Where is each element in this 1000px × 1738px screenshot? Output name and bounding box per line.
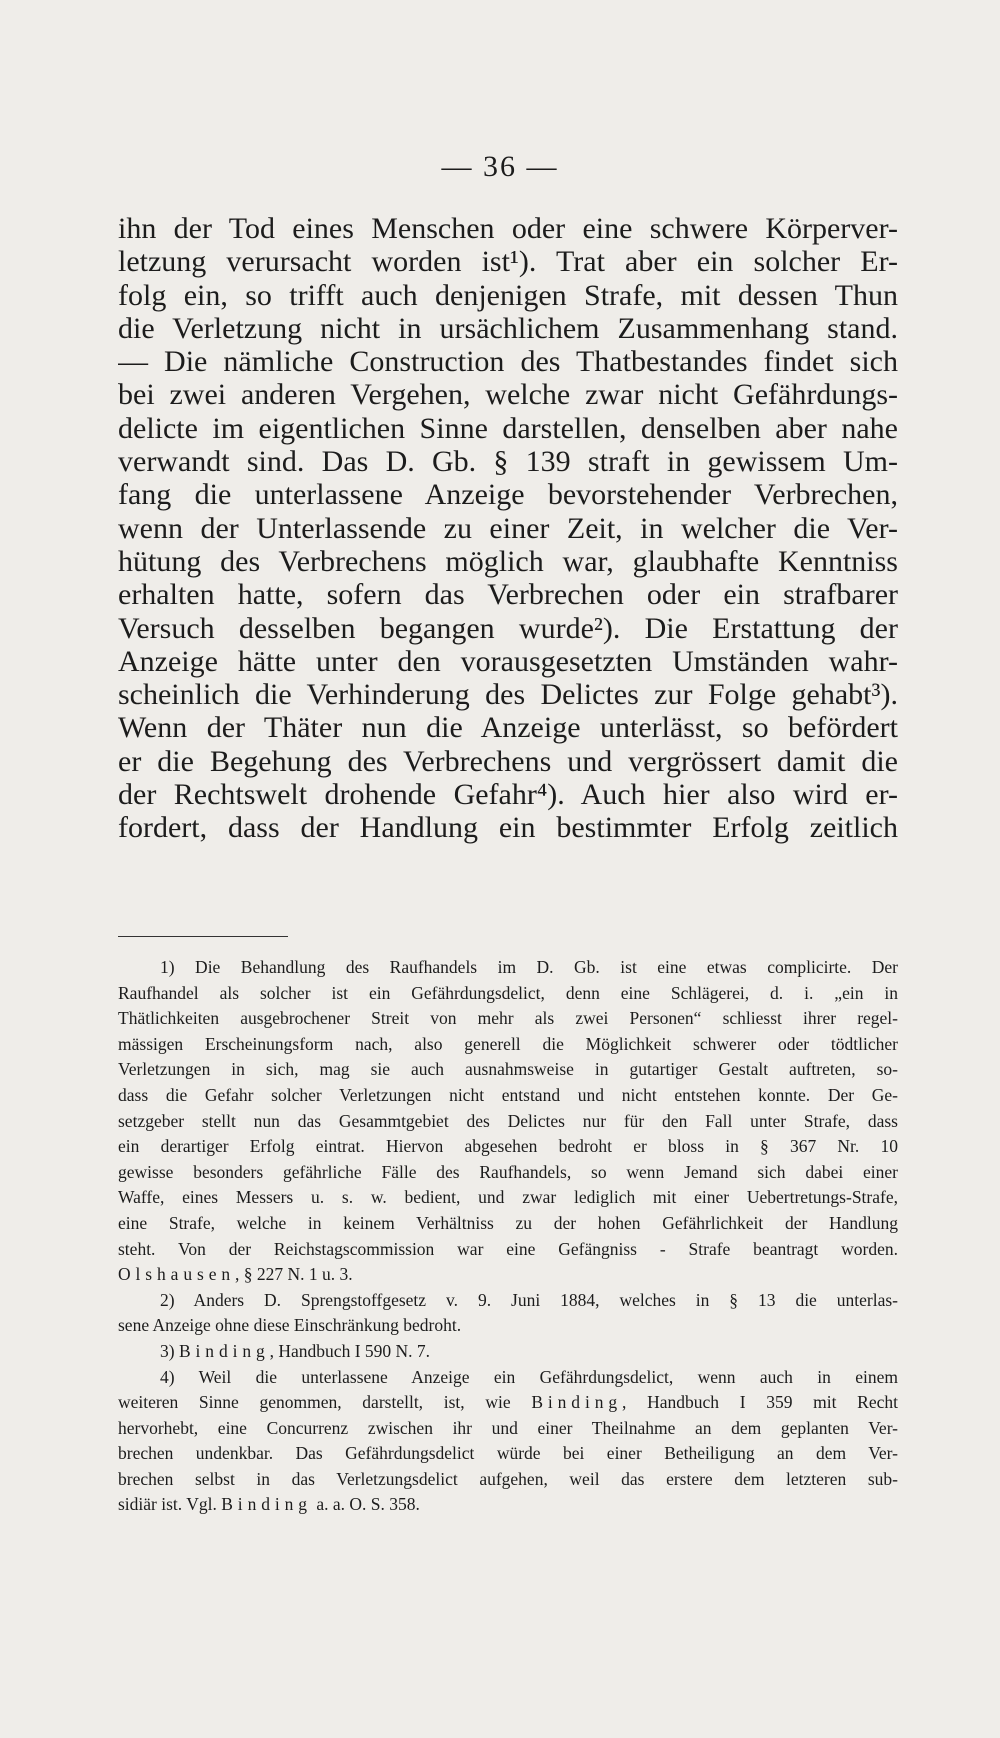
footnote-line: Raufhandel als solcher ist ein Gefährdungsdelict, denn eine Schlägerei, d. i. „ein in — [118, 982, 898, 1003]
footnote-text: , Handbuch I 590 N. 7. — [269, 1340, 431, 1361]
footnote-line: setzgeber stellt nun das Gesammtgebiet des Delictes nur für den Fall unter Strafe, dass — [118, 1110, 898, 1131]
author-name: Olshausen — [118, 1264, 236, 1285]
body-line: Anzeige hätte unter den vorausgesetzten Umständen wahr- — [118, 644, 898, 678]
footnotes — [118, 955, 898, 1518]
footnote-line: Verletzungen in sich, mag sie auch ausnahmsweise in gutartiger Gestalt auftreten, so- — [118, 1059, 898, 1080]
footnote-text: , Handbuch I 359 mit Recht — [622, 1392, 898, 1413]
footnote-separator — [118, 936, 288, 937]
footnote-line — [118, 1262, 898, 1288]
body-line: hütung des Verbrechens möglich war, glaubhafte Kenntniss — [118, 544, 898, 578]
footnote-line: Waffe, eines Messers u. s. w. bedient, und zwar lediglich mit einer Uebertretungs-Strafe, — [118, 1187, 898, 1208]
body-line: folg ein, so trifft auch denjenigen Strafe, mit dessen Thun — [118, 278, 898, 312]
main-text — [118, 212, 898, 845]
footnote-line: 4) Weil die unterlassene Anzeige ein Gefährdungsdelict, wenn auch in einem — [160, 1366, 898, 1387]
footnote-line: steht. Von der Reichstagscommission war eine Gefängniss - Strafe beantragt worden. — [118, 1238, 898, 1259]
footnote-line: gewisse besonders gefährliche Fälle des Raufhandels, so wenn Jemand sich dabei einer — [118, 1161, 898, 1182]
body-line: ihn der Tod eines Menschen oder eine schwere Körperver- — [118, 212, 898, 245]
body-line: fordert, dass der Handlung ein bestimmter Erfolg zeitlich — [118, 811, 898, 845]
body-line: die Verletzung nicht in ursächlichem Zusammenhang stand. — [118, 311, 898, 345]
body-line: fang die unterlassene Anzeige bevorstehender Verbrechen, — [118, 478, 898, 512]
footnote-marker: 3) — [160, 1340, 179, 1361]
footnote-line: mässigen Erscheinungsform nach, also generell die Möglichkeit schwerer oder tödtlicher — [118, 1033, 898, 1054]
footnote-line — [118, 1390, 898, 1416]
body-line: Wenn der Thäter nun die Anzeige unterlässt, so befördert — [118, 711, 898, 745]
footnote-line: brechen undenkbar. Das Gefährdungsdelict würde bei einer Betheiligung an dem Ver- — [118, 1443, 898, 1464]
footnote-text: a. a. O. S. 358. — [311, 1494, 420, 1515]
footnote-line: dass die Gefahr solcher Verletzungen nicht entstand und nicht entstehen konnte. Der Ge- — [118, 1084, 898, 1105]
footnote-line: brechen selbst in das Verletzungsdelict aufgehen, weil das erstere dem letzteren sub- — [118, 1468, 898, 1489]
body-line: letzung verursacht worden ist¹). Trat aber ein solcher Er- — [118, 245, 898, 279]
body-line: wenn der Unterlassende zu einer Zeit, in welcher die Ver- — [118, 511, 898, 545]
author-name: Binding — [531, 1392, 623, 1413]
footnote-line — [118, 1492, 898, 1518]
footnote-line: 2) Anders D. Sprengstoffgesetz v. 9. Juni 1884, welches in § 13 die unterlas- — [160, 1289, 898, 1310]
body-line: der Rechtswelt drohende Gefahr⁴). Auch hier also wird er- — [118, 778, 898, 812]
author-name: Binding — [178, 1340, 270, 1361]
page-number: — 36 — — [441, 150, 559, 183]
footnote-line: eine Strafe, welche in keinem Verhältniss zu der hohen Gefährlichkeit der Handlung — [118, 1212, 898, 1233]
footnote-line — [118, 1339, 898, 1365]
footnote-line: ein derartiger Erfolg eintrat. Hiervon abgesehen bedroht er bloss in § 367 Nr. 10 — [118, 1136, 898, 1157]
body-line: verwandt sind. Das D. Gb. § 139 straft in gewissem Um- — [118, 445, 898, 479]
footnote-text: , § 227 N. 1 u. 3. — [235, 1264, 353, 1285]
footnote-line: Thätlichkeiten ausgebrochener Streit von mehr als zwei Personen“ schliesst ihrer regel- — [118, 1008, 898, 1029]
body-line: er die Begehung des Verbrechens und vergrössert damit die — [118, 744, 898, 778]
footnote-line: sene Anzeige ohne diese Einschränkung bedroht. — [118, 1315, 462, 1336]
author-name: Binding — [221, 1494, 312, 1515]
footnote-text: weiteren Sinne genommen, darstellt, ist, wie — [118, 1392, 532, 1413]
footnote-text: sidiär ist. Vgl. — [118, 1494, 222, 1515]
footnote-line: hervorhebt, eine Concurrenz zwischen ihr und einer Theilnahme an dem geplanten Ver- — [118, 1417, 898, 1438]
body-line: scheinlich die Verhinderung des Delictes zur Folge gehabt³). — [118, 678, 898, 712]
body-line: — Die nämliche Construction des Thatbestandes findet sich — [118, 345, 898, 379]
body-line: delicte im eigentlichen Sinne darstellen, denselben aber nahe — [118, 411, 898, 445]
footnote-line: 1) Die Behandlung des Raufhandels im D. Gb. ist eine etwas complicirte. Der — [160, 957, 898, 977]
body-line: Versuch desselben begangen wurde²). Die Erstattung der — [118, 611, 898, 645]
body-line: erhalten hatte, sofern das Verbrechen oder ein strafbarer — [118, 578, 898, 612]
body-line: bei zwei anderen Vergehen, welche zwar nicht Gefährdungs- — [118, 378, 898, 412]
